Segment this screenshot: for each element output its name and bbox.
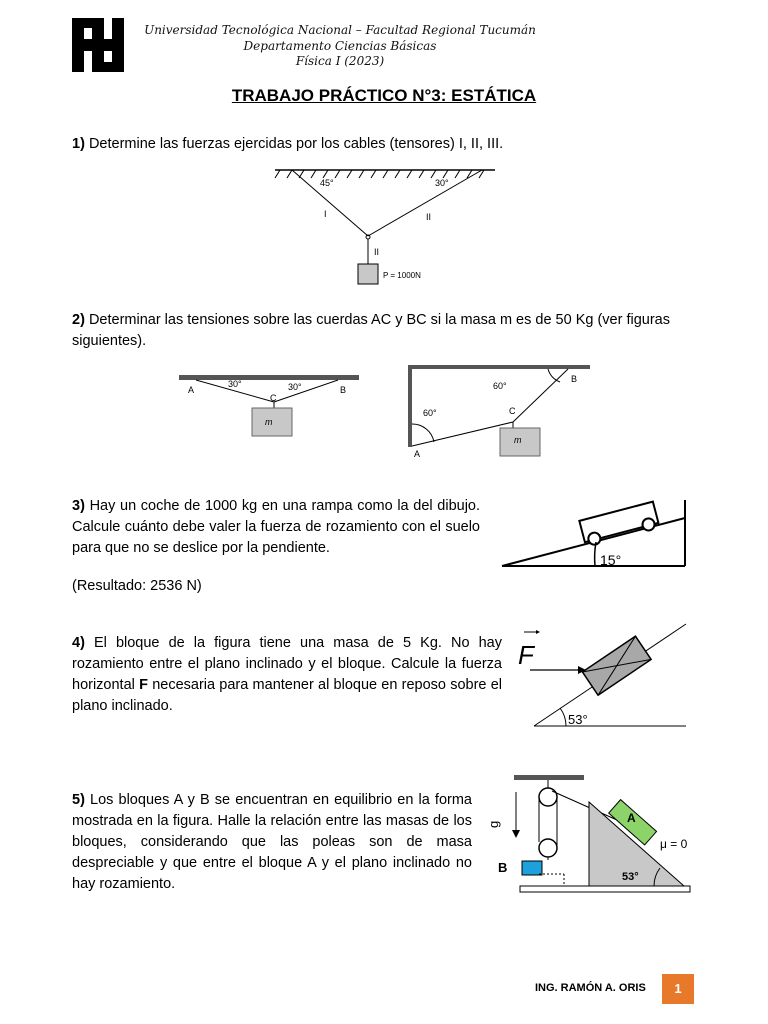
problem-text-after: necesaria para mantener al bloque en reposo sobre el plano inclinado. [72,677,503,714]
problem-4 [72,633,502,717]
angle-53: 53° [568,712,588,727]
problem-text-before: El bloque de la figura tiene una masa de 5 Kg. No hay rozamiento entre el plano inclinado y el bloque. Calcule la fuerza horizontal [72,635,502,693]
footer-author: ING. RAMÓN A. ORIS [535,982,646,994]
problem-text: Hay un coche de 1000 kg en una rampa como la del dibujo. Calcule cuánto debe valer la fuerza de rozamiento con el suelo para que no se deslice por la pendiente. [72,498,481,556]
problem-text: Los bloques A y B se encuentran en equilibrio en la forma mostrada en la figura. Halle la relación entre las masas de los bloques, considerando que las poleas son de masa despreciable y que entre el bloque A y el plano inclinado no hay rozamiento. [72,792,472,892]
page-number: 1 [662,974,694,1004]
figure-pulleys [484,772,696,902]
problem-number: 4) [72,635,85,651]
figure-2b [405,362,595,462]
figure-incline-force [514,622,690,732]
point-A: A [188,385,195,395]
angle-30-right: 30° [288,382,302,392]
friction-label: μ = 0 [660,837,688,851]
problem-3 [72,496,480,559]
block-B-label: B [498,860,508,875]
point-C: C [509,406,516,416]
weight-label: P = 1000N [383,271,421,280]
problem-bold-F: F [139,677,148,693]
header-department: Departamento Ciencias Básicas [243,39,437,53]
figure-2a [176,372,362,442]
problem-1 [72,134,692,155]
angle-30-left: 30° [228,379,242,389]
page-title: TRABAJO PRÁCTICO N°3: ESTÁTICA [231,86,537,105]
mass-label: m [265,417,273,427]
problem-text: Determine las fuerzas ejercidas por los cables (tensores) I, II, III. [88,136,504,152]
problem-5 [72,790,472,895]
angle-60-right: 60° [493,381,507,391]
utn-logo [72,18,124,72]
force-F-label: F [518,640,534,670]
problem-3-result: (Resultado: 2536 N) [72,578,202,594]
cable-II-label: II [426,212,432,222]
point-B: B [340,385,347,395]
gravity-label: g [486,820,501,828]
problem-number: 3) [72,498,85,514]
figure-ramp-car [500,496,690,576]
point-C: C [270,393,277,403]
header-course: Física I (2023) [295,54,385,68]
angle-15: 15° [600,552,622,568]
angle-53: 53° [622,871,639,883]
angle-30: 30° [435,178,449,188]
problem-2 [72,310,692,352]
figure-cables-1 [270,160,500,290]
cable-I-label: I [324,209,327,219]
problem-text: Determinar las tensiones sobre las cuerdas AC y BC si la masa m es de 50 Kg (ver figuras siguientes). [72,312,670,349]
angle-45: 45° [320,178,334,188]
problem-number: 5) [72,792,85,808]
header-university: Universidad Tecnológica Nacional – Facultad Regional Tucumán [144,23,536,37]
cable-III-label: II [374,247,380,257]
point-A: A [414,449,421,459]
block-A-label: A [627,811,636,825]
problem-number: 2) [72,312,85,328]
mass-label: m [514,435,522,445]
angle-60-left: 60° [423,408,437,418]
problem-number: 1) [72,136,85,152]
point-B: B [571,374,578,384]
